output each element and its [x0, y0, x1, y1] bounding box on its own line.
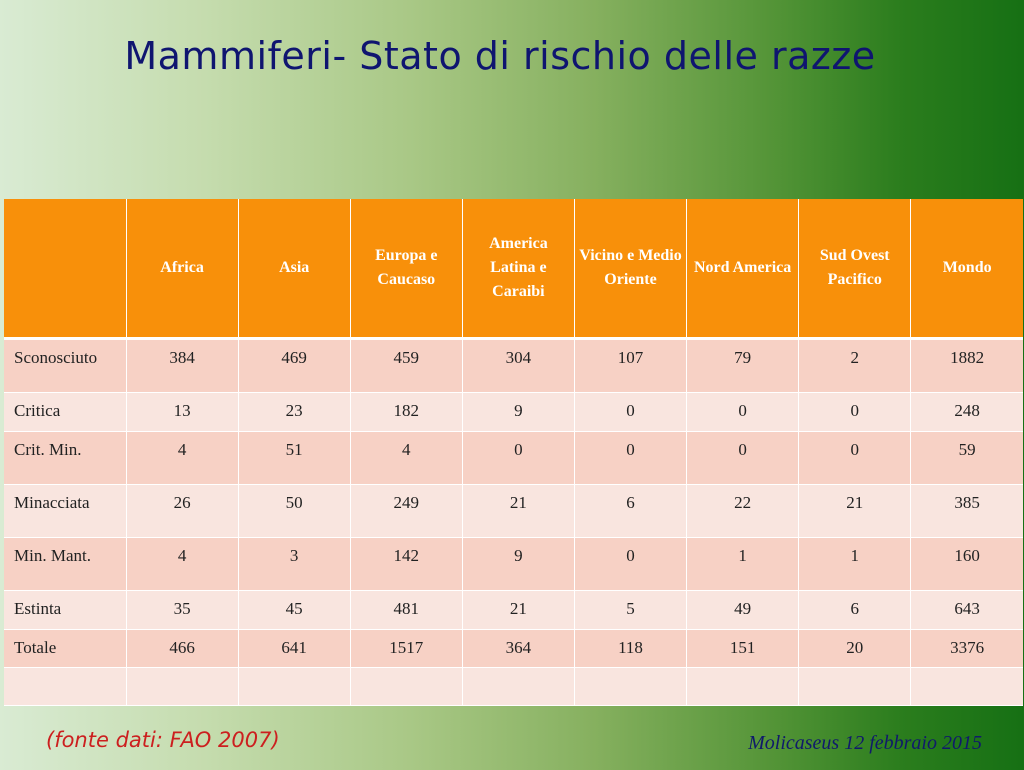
table-header-row: [4, 199, 1023, 339]
row-label: Minacciata: [4, 485, 126, 538]
row-label: Totale: [4, 630, 126, 668]
row-label: Estinta: [4, 591, 126, 630]
column-header-vicino-oriente: Vicino e Medio Oriente: [574, 199, 686, 339]
table-cell: 49: [687, 591, 799, 630]
risk-status-table: [4, 199, 1023, 706]
data-source-note: (fonte dati: FAO 2007): [46, 728, 280, 752]
table-cell: 304: [462, 339, 574, 393]
table-cell: 151: [687, 630, 799, 668]
table-cell: 2: [799, 339, 911, 393]
table-cell: 51: [238, 432, 350, 485]
table-cell: 385: [911, 485, 1023, 538]
table-cell: 6: [574, 485, 686, 538]
table-row: [4, 393, 1023, 432]
table-row-total: [4, 630, 1023, 668]
column-header-nord-america: Nord America: [687, 199, 799, 339]
row-label: Sconosciuto: [4, 339, 126, 393]
table-cell: 1517: [350, 630, 462, 668]
table-cell: [911, 668, 1023, 706]
table-cell: 35: [126, 591, 238, 630]
table-cell: [574, 668, 686, 706]
table-row: [4, 485, 1023, 538]
risk-table-container: [4, 199, 1023, 706]
table-cell: 1: [799, 538, 911, 591]
table-cell: 459: [350, 339, 462, 393]
row-label: Critica: [4, 393, 126, 432]
table-cell: 4: [126, 538, 238, 591]
column-header-asia: Asia: [238, 199, 350, 339]
table-cell: 364: [462, 630, 574, 668]
table-cell: 384: [126, 339, 238, 393]
column-header-sud-ovest-pacifico: Sud Ovest Pacifico: [799, 199, 911, 339]
table-cell: [238, 668, 350, 706]
table-cell: 79: [687, 339, 799, 393]
table-cell: 0: [462, 432, 574, 485]
table-cell: 45: [238, 591, 350, 630]
column-header-africa: Africa: [126, 199, 238, 339]
table-cell: 0: [574, 432, 686, 485]
column-header-america-latina: America Latina e Caraibi: [462, 199, 574, 339]
table-cell: 20: [799, 630, 911, 668]
table-cell: 13: [126, 393, 238, 432]
table-cell: 1: [687, 538, 799, 591]
table-cell: 3376: [911, 630, 1023, 668]
table-cell: 9: [462, 393, 574, 432]
table-cell: 481: [350, 591, 462, 630]
table-cell: 182: [350, 393, 462, 432]
table-cell: 21: [462, 591, 574, 630]
table-cell: 0: [574, 538, 686, 591]
table-cell: 0: [687, 393, 799, 432]
table-cell: [687, 668, 799, 706]
table-cell: 26: [126, 485, 238, 538]
table-cell: 50: [238, 485, 350, 538]
table-cell: 21: [799, 485, 911, 538]
table-cell: 0: [799, 432, 911, 485]
table-cell: 643: [911, 591, 1023, 630]
table-cell: [799, 668, 911, 706]
row-label: Min. Mant.: [4, 538, 126, 591]
table-row: [4, 538, 1023, 591]
table-row: [4, 591, 1023, 630]
table-cell: 249: [350, 485, 462, 538]
table-row: [4, 432, 1023, 485]
table-cell: [126, 668, 238, 706]
row-label: [4, 668, 126, 706]
table-cell: 0: [799, 393, 911, 432]
table-row-empty: [4, 668, 1023, 706]
table-cell: 0: [687, 432, 799, 485]
table-cell: 4: [126, 432, 238, 485]
table-cell: 6: [799, 591, 911, 630]
table-cell: 1882: [911, 339, 1023, 393]
table-cell: 9: [462, 538, 574, 591]
table-cell: 59: [911, 432, 1023, 485]
table-cell: 23: [238, 393, 350, 432]
table-cell: 142: [350, 538, 462, 591]
table-cell: 160: [911, 538, 1023, 591]
column-header-europa-caucaso: Europa e Caucaso: [350, 199, 462, 339]
table-cell: 5: [574, 591, 686, 630]
header-corner: [4, 199, 126, 339]
table-row: [4, 339, 1023, 393]
table-cell: 469: [238, 339, 350, 393]
table-cell: [350, 668, 462, 706]
slide-title: Mammiferi- Stato di rischio delle razze: [124, 34, 876, 78]
table-cell: 22: [687, 485, 799, 538]
table-cell: 3: [238, 538, 350, 591]
row-label: Crit. Min.: [4, 432, 126, 485]
column-header-mondo: Mondo: [911, 199, 1023, 339]
table-cell: [462, 668, 574, 706]
table-cell: 248: [911, 393, 1023, 432]
author-date-credit: Molicaseus 12 febbraio 2015: [748, 732, 982, 754]
table-cell: 466: [126, 630, 238, 668]
table-cell: 21: [462, 485, 574, 538]
table-cell: 0: [574, 393, 686, 432]
table-cell: 4: [350, 432, 462, 485]
table-cell: 107: [574, 339, 686, 393]
table-cell: 641: [238, 630, 350, 668]
table-cell: 118: [574, 630, 686, 668]
